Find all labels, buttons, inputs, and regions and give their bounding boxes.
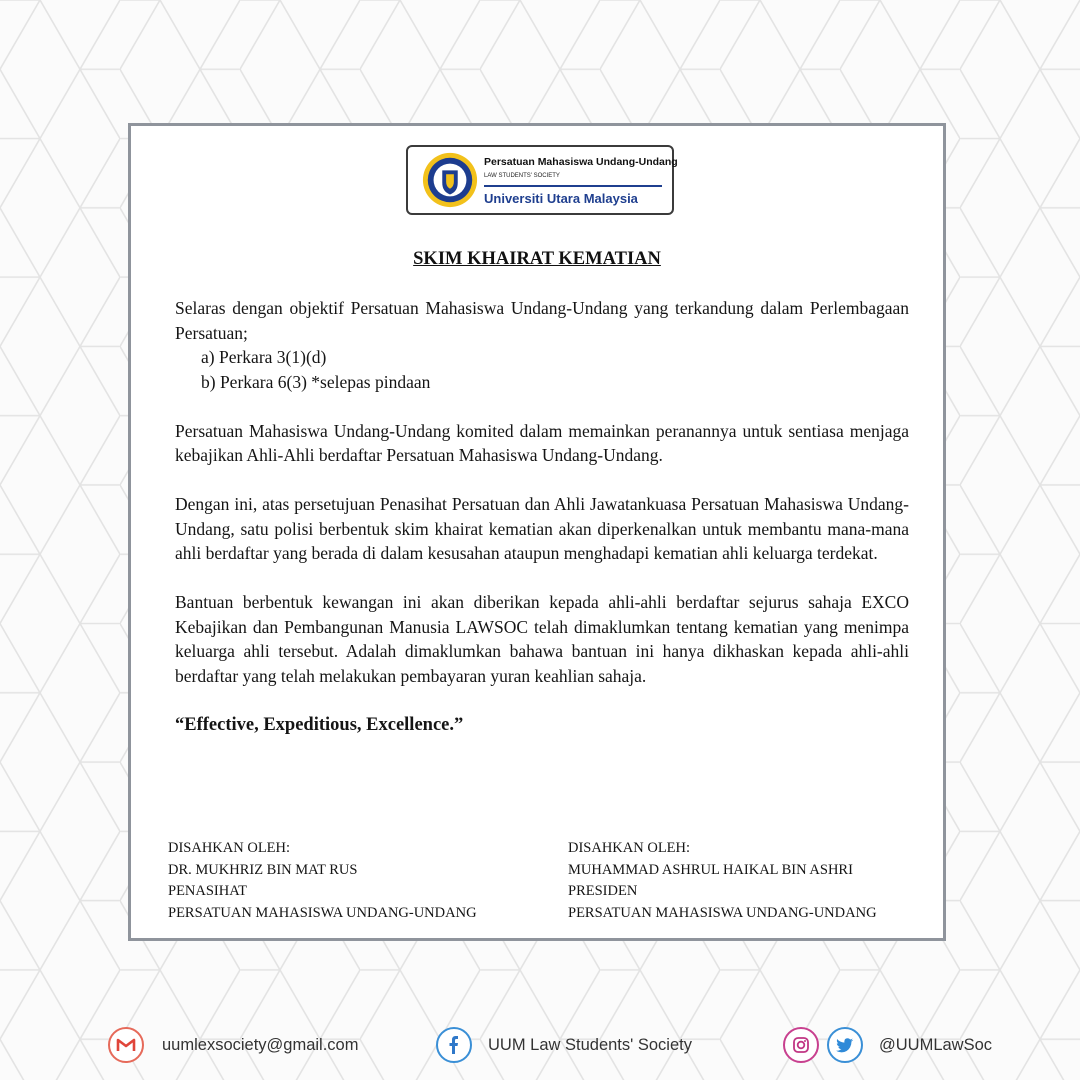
footer-social-handle[interactable] [783,1024,992,1066]
signature-line: DISAHKAN OLEH: [168,840,291,856]
logo-divider [484,185,662,187]
gmail-icon[interactable] [108,1027,144,1063]
signature-line: PENASIHAT [168,883,247,899]
social-handle[interactable]: @UUMLawSoc [879,1035,993,1054]
signature-line: PRESIDEN [568,883,638,899]
assistance-paragraph: Bantuan berbentuk kewangan ini akan diberikan kepada ahli-ahli berdaftar sejurus sahaja EXCO Kebajikan dan Pembangunan Manusia LAWSOC telah dimaklumkan tentang kematian yang menimpa keluarga ahli tersebut. Adalah dimaklumkan bahawa bantuan ini hanya dikhaskan kepada ahli-ahli berdaftar yang telah melakukan pembayaran yuran keahlian sahaja. [175,592,909,686]
policy-paragraph: Dengan ini, atas persetujuan Penasihat Persatuan dan Ahli Jawatankuasa Persatuan Mahasiswa Undang-Undang, satu polisi berbentuk skim khairat kematian akan diperkenalkan untuk membantu mana-mana ahli berdaftar yang berada di dalam kesusahan ataupun menghadapi kematian ahli keluarga terdekat. [175,494,909,563]
document-body [175,296,909,737]
logo-society-name: Persatuan Mahasiswa Undang-Undang [484,156,678,168]
footer-email[interactable] [108,1024,358,1066]
email-address[interactable]: uumlexsociety@gmail.com [162,1035,359,1054]
signature-line: DR. MUKHRIZ BIN MAT RUS [168,861,358,878]
signature-block-advisor [168,838,477,924]
motto: “Effective, Expeditious, Excellence.” [175,714,464,735]
signature-block-president [568,838,877,924]
article-list [201,345,909,394]
signature-line: PERSATUAN MAHASISWA UNDANG-UNDANG [168,904,477,921]
logo-university-name: Universiti Utara Malaysia [484,191,638,206]
signature-line: DISAHKAN OLEH: [568,840,691,856]
uum-seal-icon [421,151,479,209]
logo-society-subtitle: LAW STUDENTS' SOCIETY [484,173,560,179]
facebook-icon[interactable] [436,1027,472,1063]
signature-line: PERSATUAN MAHASISWA UNDANG-UNDANG [568,904,877,921]
document-title: SKIM KHAIRAT KEMATIAN [413,249,661,269]
intro-paragraph: Selaras dengan objektif Persatuan Mahasiswa Undang-Undang yang terkandung dalam Perlembagaan Persatuan; [175,298,909,343]
instagram-icon[interactable] [783,1027,819,1063]
list-item: a) Perkara 3(1)(d) [201,347,327,367]
commitment-paragraph: Persatuan Mahasiswa Undang-Undang komited dalam memainkan peranannya untuk sentiasa menjaga kebajikan Ahli-Ahli berdaftar Persatuan Mahasiswa Undang-Undang. [175,420,909,465]
signature-line: MUHAMMAD ASHRUL HAIKAL BIN ASHRI [568,861,853,878]
society-logo [406,145,678,215]
facebook-page-name[interactable]: UUM Law Students' Society [488,1035,692,1054]
footer-facebook[interactable] [436,1024,692,1066]
notice-card [128,123,946,941]
list-item: b) Perkara 6(3) *selepas pindaan [201,371,431,392]
twitter-icon[interactable] [827,1027,863,1063]
